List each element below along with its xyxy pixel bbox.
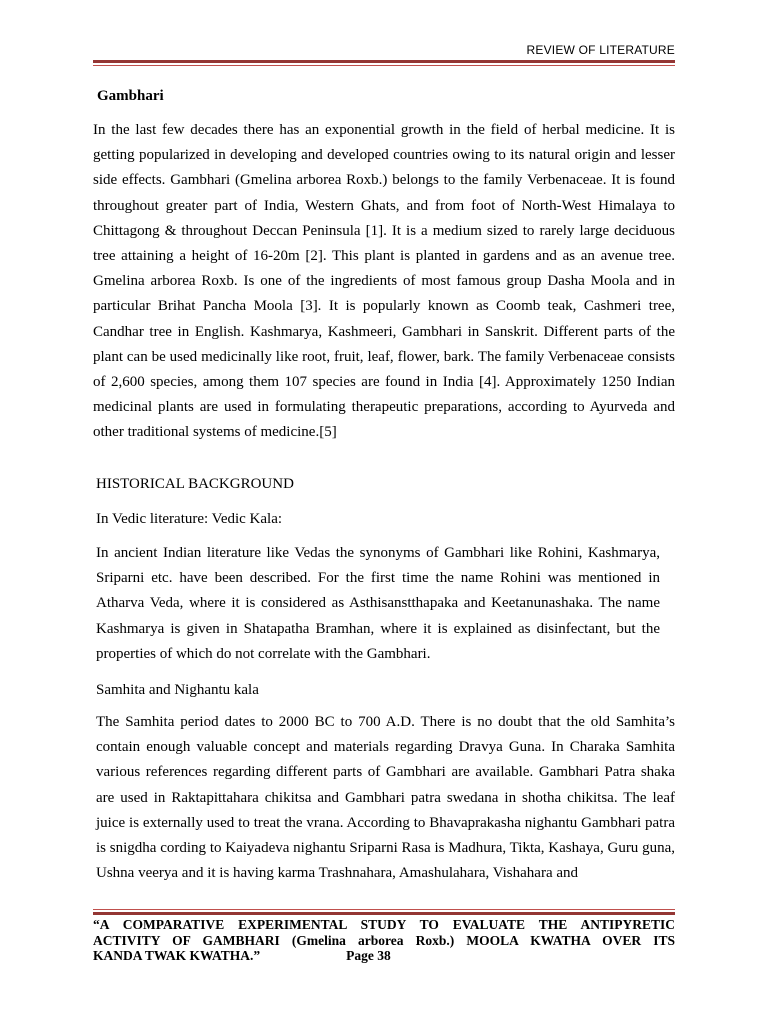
page-number: Page 38 [346,948,391,963]
historical-background-heading: HISTORICAL BACKGROUND [96,476,294,492]
footer-thesis-title [93,917,675,964]
footer-line-1: “A COMPARATIVE EXPERIMENTAL STUDY TO EVALUATE THE ANTIPYRETIC [93,917,675,932]
footer-line-3-text: KANDA TWAK KWATHA.” [93,948,261,963]
intro-paragraph: In the last few decades there has an exponential growth in the field of herbal medicine. It is getting popularized in developing and developed countries owing to its natural origin and lesser side effects. Gambhari (Gmelina arborea Roxb.) belongs to the family Verbenaceae. It is found throughout greater part of India, Western Ghats, and from foot of North-West Himalaya to Chittagong & throughout Deccan Peninsula [1]. It is a medium sized to rarely large deciduous tree attaining a height of 16-20m [2]. This plant is planted in gardens and as an avenue tree. Gmelina arborea Roxb. Is one of the ingredients of most famous group Dasha Moola and in particular Brihat Pancha Moola [3]. It is popularly known as Coomb teak, Cashmeri tree, Candhar tree in English. Kashmarya, Kashmeeri, Gambhari in Sanskrit. Different parts of the plant can be used medicinally like root, fruit, leaf, flower, bark. The family Verbenaceae consists of 2,600 species, among them 107 species are found in India [4]. Approximately 1250 Indian medicinal plants are used in formulating therapeutic preparations, according to Ayurveda and other traditional systems of medicine.[5] [93,122,675,441]
samhita-heading: Samhita and Nighantu kala [96,682,259,698]
footer-line-2: ACTIVITY OF GAMBHARI (Gmelina arborea Roxb.) MOOLA KWATHA OVER ITS [93,932,675,948]
header-rule-thin [93,65,675,66]
section-title: Gambhari [97,88,164,104]
samhita-paragraph: The Samhita period dates to 2000 BC to 700 A.D. There is no doubt that the old Samhita’s contain enough valuable concept and materials regarding Dravya Guna. In Charaka Samhita various references regarding different parts of Gambhari are available. Gambhari Patra shaka are used in Raktapittahara chikitsa and Gambhari patra swedana in shotha chikitsa. The leaf juice is externally used to treat the vrana. According to Bhavaprakasha nighantu Gambhari patra is snigdha cording to Kaiyadeva nighantu Sriparni Rasa is Madhura, Tikta, Kashaya, Guru guna, Ushna veerya and it is having karma Trashnahara, Amashulahara, Vishahara and [96,714,675,882]
footer-rule-thin [93,909,675,910]
footer-line-3 [93,948,675,964]
vedic-paragraph: In ancient Indian literature like Vedas the synonyms of Gambhari like Rohini, Kashmarya, Sriparni etc. have been described. For the first time the name Rohini was mentioned in Atharva Veda, where it is considered as Asthisanstthapaka and Keetanunashaka. The name Kashmarya is given in Shatapatha Bramhan, where it is explained as disinfectant, but the properties of which do not correlate with the Gambhari. [96,545,660,662]
vedic-heading: In Vedic literature: Vedic Kala: [96,511,283,527]
running-header: REVIEW OF LITERATURE [526,43,675,57]
header-rule-thick [93,60,675,63]
footer-rule-thick [93,912,675,915]
